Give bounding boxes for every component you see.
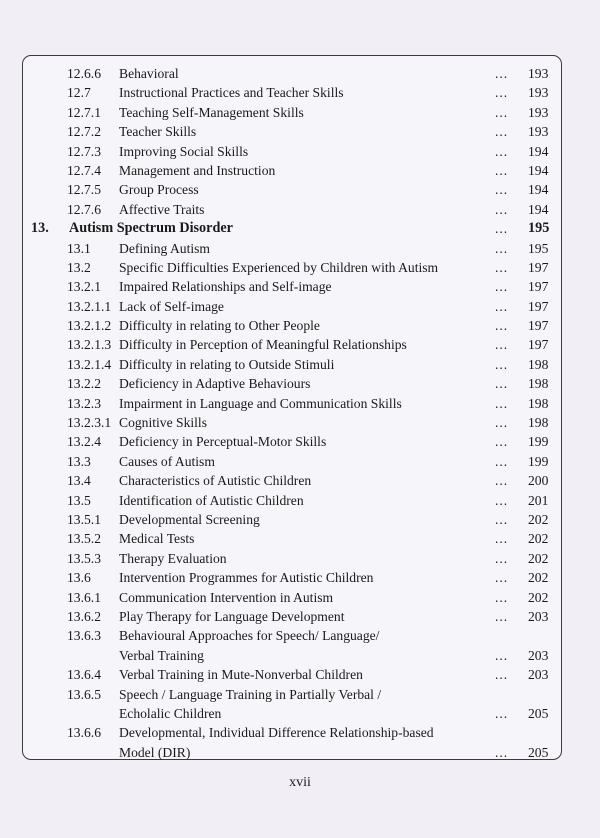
- toc-entry-number: 13.2.2: [67, 376, 101, 392]
- toc-entry-number: 12.7.4: [67, 162, 101, 178]
- toc-entry-title: Difficulty in relating to Outside Stimuli: [119, 356, 335, 372]
- toc-entry-page: 201: [528, 492, 549, 508]
- toc-entry-leader: ...: [495, 201, 509, 217]
- toc-entry-title: Group Process: [119, 182, 199, 198]
- toc-entry-leader: ...: [495, 453, 509, 469]
- toc-entry: [23, 122, 561, 141]
- toc-entry-page: 202: [528, 511, 549, 527]
- toc-entry-number: 13.6.4: [67, 667, 101, 683]
- toc-entry-leader: ...: [495, 647, 509, 663]
- toc-entry-title: Defining Autism: [119, 240, 211, 256]
- toc-entry-number: 12.7.3: [67, 143, 101, 159]
- toc-entry-leader: ...: [495, 279, 509, 295]
- toc-entry-title: Causes of Autism: [119, 453, 215, 469]
- toc-entry-page: 197: [528, 279, 549, 295]
- toc-entry-page: 202: [528, 570, 549, 586]
- toc-entry-leader: ...: [495, 415, 509, 431]
- toc-entry-leader: ...: [495, 221, 509, 237]
- toc-entry-leader: ...: [495, 259, 509, 275]
- toc-entry: [23, 277, 561, 296]
- toc-entry-leader: ...: [495, 667, 509, 683]
- toc-entry-leader: ...: [495, 124, 509, 140]
- toc-entry-title: Communication Intervention in Autism: [119, 589, 334, 605]
- toc-entry-page: 202: [528, 589, 549, 605]
- toc-entry-title-line: Behavioural Approaches for Speech/ Language/: [119, 628, 380, 644]
- toc-entry-leader: ...: [495, 337, 509, 353]
- toc-entry: [23, 491, 561, 510]
- toc-entry: [23, 219, 561, 238]
- toc-entry-number: 13.2: [67, 259, 91, 275]
- toc-entry-number: 13.2.1.2: [67, 318, 112, 334]
- toc-entry-leader: ...: [495, 376, 509, 392]
- toc-entry-page: 197: [528, 318, 549, 334]
- toc-entry-title: Impaired Relationships and Self-image: [119, 279, 332, 295]
- toc-entry-number: 13.6: [67, 570, 91, 586]
- toc-entry-title: Identification of Autistic Children: [119, 492, 304, 508]
- toc-entry-leader: ...: [495, 550, 509, 566]
- toc-entry-number: 12.7.6: [67, 201, 101, 217]
- toc-entry: [23, 161, 561, 180]
- toc-entry-title: Deficiency in Adaptive Behaviours: [119, 376, 311, 392]
- toc-entry-number: 13.6.2: [67, 608, 101, 624]
- toc-entry-leader: ...: [495, 705, 509, 721]
- toc-entry-leader: ...: [495, 85, 509, 101]
- toc-entry-title: [119, 723, 434, 762]
- toc-entry-title: Intervention Programmes for Autistic Children: [119, 570, 374, 586]
- toc-entry: [23, 529, 561, 548]
- toc-entry-title: Therapy Evaluation: [119, 550, 227, 566]
- toc-entry-leader: ...: [495, 104, 509, 120]
- toc-entry-number: 12.7: [67, 85, 91, 101]
- toc-entry-page: 205: [528, 705, 549, 721]
- toc-entry-title: [119, 626, 379, 665]
- toc-entry-leader: ...: [495, 434, 509, 450]
- toc-entry: [23, 413, 561, 432]
- toc-entry-title: Deficiency in Perceptual-Motor Skills: [119, 434, 327, 450]
- toc-entry-page: 205: [528, 744, 549, 760]
- toc-entry-title: Instructional Practices and Teacher Skills: [119, 85, 344, 101]
- toc-entry-page: 198: [528, 395, 549, 411]
- toc-entry-number: 13.6.6: [67, 725, 101, 741]
- toc-entry: [23, 432, 561, 451]
- toc-entry: [23, 316, 561, 335]
- toc-entry-leader: ...: [495, 531, 509, 547]
- toc-entry-page: 199: [528, 434, 549, 450]
- toc-entry-page: 194: [528, 201, 549, 217]
- toc-entry-page: 194: [528, 182, 549, 198]
- toc-entry: [23, 180, 561, 199]
- toc-entry-page: 202: [528, 531, 549, 547]
- toc-entry-number: 13.2.1: [67, 279, 101, 295]
- toc-entry-title: Difficulty in Perception of Meaningful Relationships: [119, 337, 407, 353]
- toc-entry-number: 13.6.5: [67, 686, 101, 702]
- toc-entry-page: 199: [528, 453, 549, 469]
- toc-entry: [23, 239, 561, 258]
- toc-entry: [23, 200, 561, 219]
- toc-entry-number: 13.5.3: [67, 550, 101, 566]
- toc-entry-leader: ...: [495, 143, 509, 159]
- toc-entry: [23, 297, 561, 316]
- toc-entry-leader: ...: [495, 608, 509, 624]
- toc-entry: [23, 142, 561, 161]
- toc-entry-page: 194: [528, 143, 549, 159]
- toc-entry-page: 203: [528, 647, 549, 663]
- toc-entry-page: 193: [528, 66, 549, 81]
- toc-entry-title: Impairment in Language and Communication Skills: [119, 395, 402, 411]
- toc-entry-page: 197: [528, 298, 549, 314]
- toc-entry-leader: ...: [495, 511, 509, 527]
- toc-entry: [23, 394, 561, 413]
- toc-page-frame: [22, 55, 562, 760]
- toc-entry-leader: ...: [495, 162, 509, 178]
- toc-entry-title: Teaching Self-Management Skills: [119, 104, 304, 120]
- toc-entry-title: Medical Tests: [119, 531, 195, 547]
- toc-entry-number: 13.2.4: [67, 434, 101, 450]
- toc-entry-page: 195: [528, 220, 550, 237]
- toc-entry-leader: ...: [495, 395, 509, 411]
- page-folio: xvii: [289, 775, 311, 790]
- toc-entry-number: 12.7.5: [67, 182, 101, 198]
- toc-entry-title: Developmental Screening: [119, 511, 260, 527]
- toc-entry: [23, 355, 561, 374]
- toc-entry-title: Management and Instruction: [119, 162, 276, 178]
- toc-entry-title: [119, 685, 381, 724]
- toc-entry-title-line: Verbal Training: [119, 647, 204, 663]
- toc-entry-page: 193: [528, 124, 549, 140]
- toc-entry: [23, 64, 561, 83]
- toc-entry-leader: ...: [495, 744, 509, 760]
- toc-entry-number: 13.6.1: [67, 589, 101, 605]
- toc-entry-title: Affective Traits: [119, 201, 205, 217]
- toc-entry-leader: ...: [495, 240, 509, 256]
- toc-entry-title: Specific Difficulties Experienced by Children with Autism: [119, 259, 439, 275]
- toc-entry: [23, 588, 561, 607]
- toc-entry-title: Characteristics of Autistic Children: [119, 473, 312, 489]
- toc-entry-page: 197: [528, 259, 549, 275]
- toc-entry-leader: ...: [495, 589, 509, 605]
- toc-entry-page: 202: [528, 550, 549, 566]
- toc-entry-number: 13.5.1: [67, 511, 101, 527]
- toc-entry-page: 195: [528, 240, 549, 256]
- toc-entry: [23, 685, 561, 724]
- toc-entry-number: 13.3: [67, 453, 91, 469]
- toc-entry-number: 13.2.1.4: [67, 356, 112, 372]
- toc-entry: [23, 723, 561, 762]
- toc-entry-number: 12.6.6: [67, 66, 101, 81]
- toc-entry-title: Difficulty in relating to Other People: [119, 318, 320, 334]
- toc-entry-title-line: Model (DIR): [119, 744, 191, 760]
- toc-entry-page: 200: [528, 473, 549, 489]
- toc-entry: [23, 83, 561, 102]
- toc-entry-number: 13.2.1.1: [67, 298, 112, 314]
- toc-entry-number: 13.5.2: [67, 531, 101, 547]
- toc-entry-title-line: Developmental, Individual Difference Relationship-based: [119, 725, 434, 741]
- toc-entry-page: 203: [528, 667, 549, 683]
- toc-entry-title: Autism Spectrum Disorder: [69, 220, 233, 237]
- toc-entry: [23, 549, 561, 568]
- toc-entry: [23, 374, 561, 393]
- toc-entry-title: Cognitive Skills: [119, 415, 207, 431]
- toc-entry: [23, 452, 561, 471]
- toc-entry-title: Verbal Training in Mute-Nonverbal Children: [119, 667, 363, 683]
- toc-entry: [23, 665, 561, 684]
- toc-entry-number: 13.2.1.3: [67, 337, 112, 353]
- toc-entry-number: 12.7.2: [67, 124, 101, 140]
- toc-entry-leader: ...: [495, 356, 509, 372]
- toc-entry-title: Play Therapy for Language Development: [119, 608, 345, 624]
- toc-entry-title: Behavioral: [119, 66, 179, 81]
- toc-entry-leader: ...: [495, 66, 509, 81]
- toc-entry-number: 13.1: [67, 240, 91, 256]
- toc-entry-page: 197: [528, 337, 549, 353]
- toc-entry: [23, 335, 561, 354]
- toc-entry-page: 198: [528, 356, 549, 372]
- toc-entry-leader: ...: [495, 570, 509, 586]
- toc-entry-number: 13.: [31, 220, 49, 237]
- toc-entry-page: 193: [528, 104, 549, 120]
- toc-entry-title-line: Speech / Language Training in Partially Verbal /: [119, 686, 382, 702]
- table-of-contents: [23, 64, 561, 762]
- toc-entry: [23, 510, 561, 529]
- toc-entry-number: 13.2.3.1: [67, 415, 112, 431]
- toc-entry: [23, 607, 561, 626]
- toc-entry-page: 198: [528, 376, 549, 392]
- toc-entry-number: 12.7.1: [67, 104, 101, 120]
- toc-entry-title-line: Echolalic Children: [119, 705, 222, 721]
- toc-entry-title: Lack of Self-image: [119, 298, 224, 314]
- toc-entry-leader: ...: [495, 298, 509, 314]
- toc-entry: [23, 103, 561, 122]
- toc-entry-number: 13.4: [67, 473, 91, 489]
- toc-entry-leader: ...: [495, 492, 509, 508]
- toc-entry-page: 198: [528, 415, 549, 431]
- toc-entry-page: 203: [528, 608, 549, 624]
- toc-entry-number: 13.5: [67, 492, 91, 508]
- toc-entry-page: 193: [528, 85, 549, 101]
- toc-entry: [23, 626, 561, 665]
- toc-entry-leader: ...: [495, 318, 509, 334]
- toc-entry-page: 194: [528, 162, 549, 178]
- toc-entry: [23, 258, 561, 277]
- toc-entry-title: Improving Social Skills: [119, 143, 249, 159]
- toc-entry-number: 13.6.3: [67, 628, 101, 644]
- toc-entry-leader: ...: [495, 473, 509, 489]
- toc-entry: [23, 568, 561, 587]
- toc-entry: [23, 471, 561, 490]
- toc-entry-leader: ...: [495, 182, 509, 198]
- toc-entry-number: 13.2.3: [67, 395, 101, 411]
- toc-entry-title: Teacher Skills: [119, 124, 197, 140]
